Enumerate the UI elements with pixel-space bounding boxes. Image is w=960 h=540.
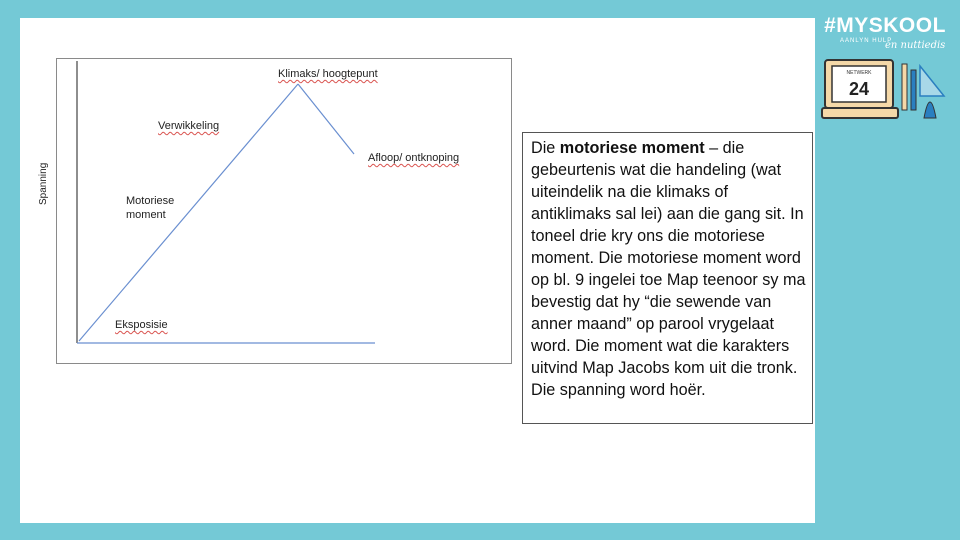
text-body: – die gebeurtenis wat die handeling (wat uiteindelik na die klimaks of antiklimaks sal lei) aan die gang sit. In toneel drie kry ons die motoriese moment. Die motoriese moment word op bl. 9 ingelei toe Map teenoor sy ma bevestig dat hy “die sewende van anner maand” op parool vrygelaat word. Die moment wat die karakters uitvind Map Jacobs kom uit die tronk. Die spanning word hoër.: [531, 139, 806, 399]
text-intro: Die: [531, 139, 560, 157]
badge-number-text: 24: [848, 79, 870, 99]
motor-moment-label-2: moment: [126, 209, 166, 221]
laptop-icon: [820, 56, 950, 126]
brand-script: en nuttiedis: [885, 40, 946, 51]
falling-action-line: [298, 84, 354, 154]
badge-top-text: NETWERK: [846, 70, 872, 76]
myskool-logo: [820, 14, 950, 124]
y-axis-label: Spanning: [38, 162, 49, 205]
explanation-textbox: [522, 132, 813, 424]
resolution-label: Afloop/ ontknoping: [368, 152, 460, 164]
climax-label: Klimaks/ hoogtepunt: [278, 68, 378, 80]
complication-label: Verwikkeling: [158, 120, 220, 132]
brand-subtitle: AANLYN HULP: [840, 38, 893, 44]
text-bold-term: motoriese moment: [559, 139, 705, 157]
exposition-label: Eksposisie: [115, 319, 168, 331]
motor-moment-label-1: Motoriese: [126, 195, 175, 207]
brand-title: #MYSKOOL: [824, 14, 946, 37]
